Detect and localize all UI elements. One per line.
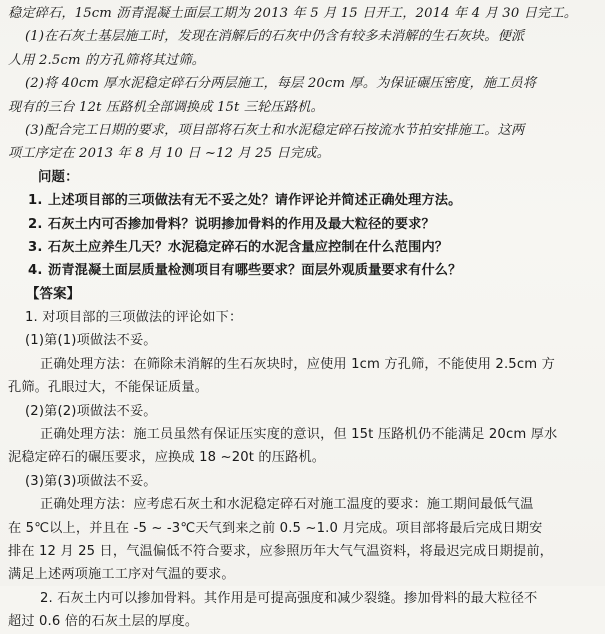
question-text: 沥青混凝土面层质量检测项目有哪些要求？面层外观质量要求有什么？ xyxy=(48,263,462,279)
question-item xyxy=(8,236,593,259)
question-number: 4. xyxy=(28,263,43,279)
question-number: 1. xyxy=(28,193,43,209)
answer-line: 满足上述两项施工工序对气温的要求。 xyxy=(8,567,235,583)
answer-line: 正确处理方法：施工员虽然有保证压实度的意识，但 15t 压路机仍不能满足 20cm 厚水 xyxy=(40,427,558,443)
intro-line: 稳定碎石，15cm 沥青混凝土面层工期为 2013 年 5 月 15 日开工，2014 年 4 月 30 日完工。 xyxy=(8,6,578,21)
questions-heading: 问题： xyxy=(38,169,79,185)
answer-line: (3)第(3)项做法不妥。 xyxy=(25,473,157,489)
answer-line: (2)第(2)项做法不妥。 xyxy=(25,403,157,419)
answer-line: 排在 12 月 25 日，气温偏低不符合要求，应参照历年大气气温资料，将最迟完成日期提前， xyxy=(8,543,554,559)
question-number: 3. xyxy=(28,239,43,255)
answer-line: 超过 0.6 倍的石灰土层的厚度。 xyxy=(8,614,199,630)
question-text: 石灰土应养生几天？水泥稳定碎石的水泥含量应控制在什么范围内？ xyxy=(48,239,449,255)
questions-section xyxy=(8,166,593,283)
intro-line: (3)配合完工日期的要求，项目部将石灰土和水泥稳定碎石按流水节拍安排施工。这两 xyxy=(25,122,525,138)
answer-heading: 【答案】 xyxy=(26,286,81,302)
intro-line: 现有的三台 12t 压路机全部调换成 15t 三轮压路机。 xyxy=(8,99,324,115)
answer-line: 正确处理方法：应考虑石灰土和水泥稳定碎石对施工温度的要求：施工期间最低气温 xyxy=(40,497,534,513)
answer-line: 1. 对项目部的三项做法的评论如下： xyxy=(25,310,243,326)
question-item xyxy=(8,259,593,282)
question-text: 石灰土内可否掺加骨料？说明掺加骨料的作用及最大粒径的要求？ xyxy=(48,216,435,232)
answer-line: 在 5℃以上，并且在 -5 ~ -3℃天气到来之前 0.5 ~1.0 月完成。项目部将最后完成日期安 xyxy=(8,520,543,536)
intro-line: 人用 2.5cm 的方孔筛将其过筛。 xyxy=(8,52,206,68)
question-item xyxy=(8,213,593,236)
answer-section xyxy=(8,283,593,634)
answer-line: 正确处理方法：在筛除未消解的生石灰块时，应使用 1cm 方孔筛，不能使用 2.5cm 方 xyxy=(40,356,555,372)
answer-line: 泥稳定碎石的碾压要求，应换成 18 ~20t 的压路机。 xyxy=(8,450,326,466)
question-text: 上述项目部的三项做法有无不妥之处？请作评论并简述正确处理方法。 xyxy=(48,193,462,209)
answer-line: (1)第(1)项做法不妥。 xyxy=(25,333,157,349)
intro-section xyxy=(8,2,593,166)
answer-line: 孔筛。孔眼过大，不能保证质量。 xyxy=(8,380,209,396)
question-number: 2. xyxy=(28,216,43,232)
intro-line: 项工序定在 2013 年 8 月 10 日 ~12 月 25 日完成。 xyxy=(8,146,330,162)
intro-line: (2)将 40cm 厚水泥稳定碎石分两层施工，每层 20cm 厚。为保证碾压密度，施工员将 xyxy=(25,76,537,92)
intro-line: (1)在石灰土基层施工时，发现在消解后的石灰中仍含有较多未消解的生石灰块。便派 xyxy=(25,29,525,45)
answer-line: 2. 石灰土内可以掺加骨料。其作用是可提高强度和减少裂缝。掺加骨料的最大粒径不 xyxy=(40,590,538,606)
question-item xyxy=(8,189,593,212)
